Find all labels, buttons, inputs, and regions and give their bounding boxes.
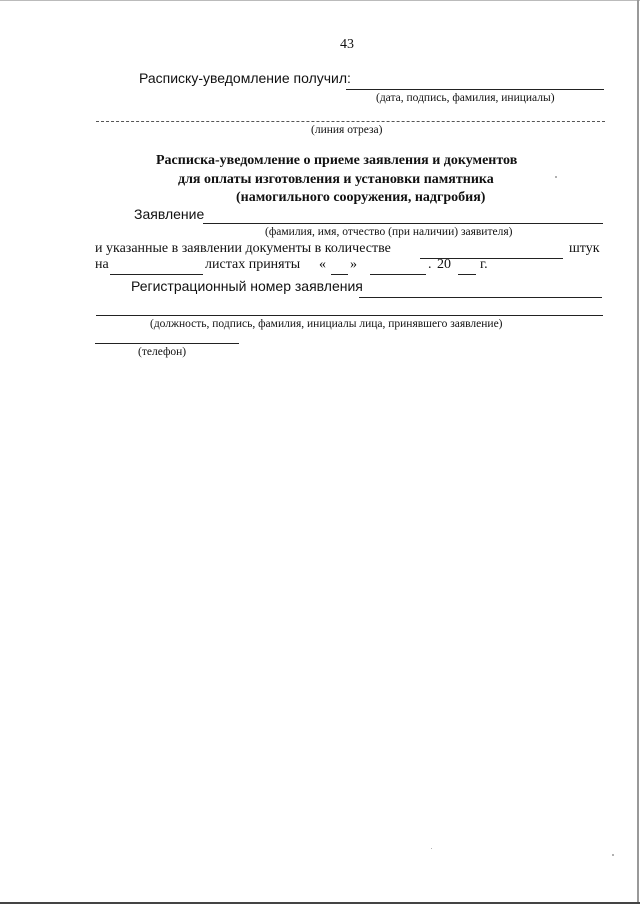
date-dot-separator: .: [428, 257, 432, 272]
day-field[interactable]: [331, 274, 348, 275]
receipt-received-label: Расписку-уведомление получил:: [139, 70, 351, 86]
scan-speck: [431, 848, 432, 849]
title-line-1: Расписка-уведомление о приеме заявления и документов: [156, 153, 518, 168]
title-line-3: (намогильного сооружения, надгробия): [236, 190, 486, 205]
official-caption: (должность, подпись, фамилия, инициалы лица, принявшего заявление): [150, 318, 503, 330]
applicant-name-field[interactable]: [203, 223, 603, 224]
year-prefix: 20: [437, 257, 451, 272]
year-field[interactable]: [458, 274, 476, 275]
title-line-2: для оплаты изготовления и установки памятника: [178, 172, 494, 187]
documents-text: и указанные в заявлении документы в количестве: [95, 241, 391, 256]
scan-speck: [555, 176, 557, 178]
quote-close: »: [350, 257, 357, 272]
receipt-received-caption: (дата, подпись, фамилия, инициалы): [376, 92, 555, 104]
page-right-edge: [637, 0, 639, 904]
sheets-accepted-text: листах приняты: [205, 257, 301, 272]
registration-number-label: Регистрационный номер заявления: [131, 278, 363, 294]
pieces-label: штук: [569, 241, 600, 256]
cut-line: [96, 121, 605, 122]
month-field[interactable]: [370, 274, 426, 275]
quote-open: «: [319, 257, 326, 272]
application-label: Заявление: [134, 206, 205, 222]
registration-number-field[interactable]: [359, 297, 602, 298]
page-top-edge: [0, 0, 640, 1]
official-field[interactable]: [96, 315, 603, 316]
on-label: на: [95, 257, 109, 272]
year-suffix: г.: [480, 257, 488, 272]
cut-line-caption: (линия отреза): [311, 124, 383, 136]
phone-caption: (телефон): [138, 346, 187, 358]
sheets-count-field[interactable]: [110, 274, 203, 275]
receipt-received-field[interactable]: [346, 89, 604, 90]
page-number: 43: [340, 37, 354, 52]
applicant-name-caption: (фамилия, имя, отчество (при наличии) заявителя): [265, 226, 513, 238]
phone-field[interactable]: [95, 343, 239, 344]
scan-speck: [612, 854, 614, 856]
